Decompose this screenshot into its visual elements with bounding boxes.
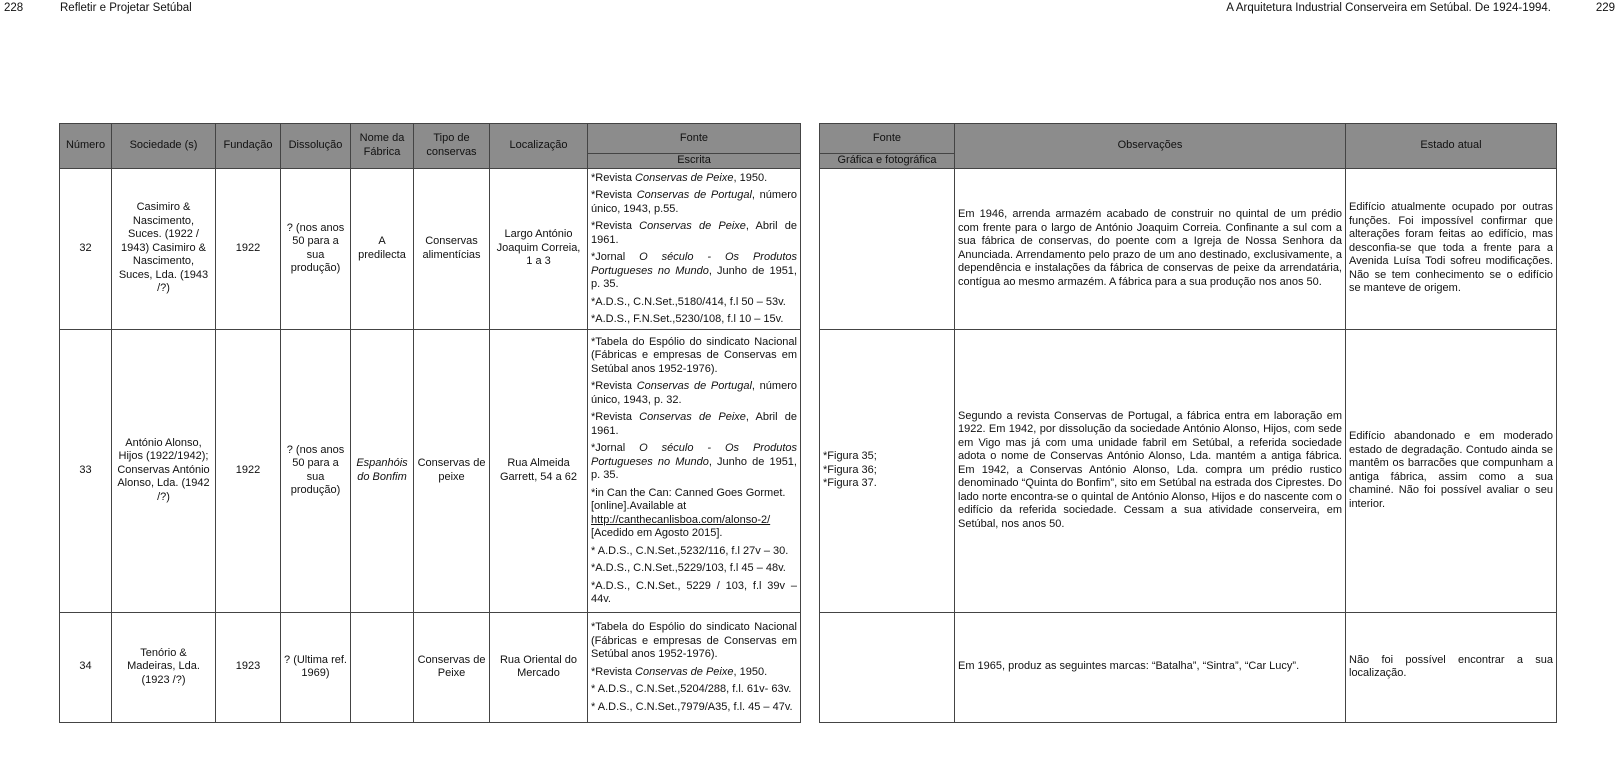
- source-entry: *in Can the Can: Canned Goes Gormet.[online].Available at http://canthecanlisboa.com/alonso-2/ [Acedido em Agosto 2015].: [591, 486, 786, 539]
- source-entry: *Revista Conservas de Peixe, Abril de 1961.: [591, 220, 797, 246]
- cell-estado-atual: Edifício atualmente ocupado por outras funções. Foi impossível confirmar que alterações foram feitas ao edifício, mas desconfia-se que toda a frente para a Avenida Luísa Todi sofreu modificações. Não se tem conhecimento se o edifício se manteve de origem.: [1346, 168, 1557, 329]
- cell-tipo: Conservas alimentícias: [414, 168, 490, 329]
- cell-tipo: Conservas de peixe: [414, 329, 490, 612]
- cell-observacoes: Segundo a revista Conservas de Portugal, a fábrica entra em laboração em 1922. Em 1942, por dissolução da sociedade António Alonso, Hijos, com sede em Vigo mas já com uma unidade fabril em Setúbal, a referida sociedade adota o nome de Conservas António Alonso, Lda. mantém a antiga fábrica. Em 1942, a Conservas António Alonso, Lda. compra um prédio rustico denominado “Quinta do Bonfim”, sito em Setúbal na estrada dos Ciprestes. Do lado norte encontra-se o quintal de António Alonso, Hijos e do nascente com o edifício da referida sociedade. Cessam a sua atividade conserveira, em Setúbal, nos anos 50.: [955, 329, 1346, 612]
- cell-observacoes: Em 1946, arrenda armazém acabado de construir no quintal de um prédio com frente para o largo de António Joaquim Correia. Confinante a sul com a sua fábrica de conservas, do poente com a Igreja de Nossa Senhora da Anunciada. Arrendamento pelo prazo de um ano destinado, exclusivamente, a dependência e instalações da fábrica de conservas de peixe da arrendatária, contígua ao mesmo armazém. A fábrica para a sua produção nos anos 50.: [955, 168, 1346, 329]
- cell-nome-fabrica: A predilecta: [351, 168, 414, 329]
- source-entry: *Revista Conservas de Portugal, número único, 1943, p. 32.: [591, 380, 797, 406]
- source-entry: *Revista Conservas de Peixe, 1950.: [591, 171, 768, 184]
- source-entry: *Jornal O século - Os Produtos Portugueses no Mundo, Junho de 1951, p. 35.: [591, 442, 797, 481]
- source-entry: *Revista Conservas de Peixe, Abril de 1961.: [591, 411, 797, 437]
- table-row: [60, 168, 801, 329]
- cell-estado-atual: Edifício abandonado e em moderado estado de degradação. Contudo ainda se mantêm os barracões que compunham a antiga fábrica, assim como a sua chaminé. Não foi possível avaliar o seu interior.: [1346, 329, 1557, 612]
- header-right-page-number: 229: [1595, 2, 1615, 14]
- cell-figuras: [820, 329, 955, 612]
- cell-estado-atual: Não foi possível encontrar a sua localização.: [1346, 612, 1557, 722]
- header-observacoes: Observações: [955, 124, 1346, 169]
- source-entry: *A.D.S., C.N.Set.,5180/414, f.l 50 – 53v.: [591, 295, 786, 308]
- cell-localizacao: Rua Oriental do Mercado: [490, 612, 588, 722]
- table-row: [820, 168, 1557, 329]
- source-entry: *A.D.S., F.N.Set.,5230/108, f.l 10 – 15v.: [591, 313, 784, 325]
- figure-reference: *Figura 35;: [823, 450, 877, 463]
- cell-observacoes: Em 1965, produz as seguintes marcas: “Batalha”, “Sintra”, “Car Lucy”.: [955, 612, 1346, 722]
- cell-fontes-escrita: [588, 329, 801, 612]
- header-left-title: Refletir e Projetar Setúbal: [60, 2, 192, 14]
- header-estado-atual: Estado atual: [1346, 124, 1557, 169]
- cell-numero: 33: [60, 329, 112, 612]
- header-fonte: Fonte: [820, 124, 955, 154]
- header-dissolucao: Dissolução: [281, 124, 351, 169]
- source-entry: *Revista Conservas de Portugal, número único, 1943, p.55.: [591, 189, 797, 215]
- cell-nome-fabrica: Espanhóis do Bonfim: [351, 329, 414, 612]
- cell-localizacao: Rua Almeida Garrett, 54 a 62: [490, 329, 588, 612]
- source-entry: *Tabela do Espólio do sindicato Nacional (Fábricas e empresas de Conservas em Setúbal anos 1952-1976).: [591, 335, 797, 375]
- cell-fundacao: 1922: [216, 329, 281, 612]
- header-fonte-escrita: Escrita: [588, 154, 801, 169]
- cell-figuras: [820, 168, 955, 329]
- source-entry: *A.D.S., C.N.Set.,5229/103, f.l 45 – 48v.: [591, 562, 786, 574]
- factories-table-right: [819, 123, 1557, 723]
- header-tipo-conservas: Tipo de conservas: [414, 124, 490, 169]
- cell-numero: 34: [60, 612, 112, 722]
- source-entry: *Tabela do Espólio do sindicato Nacional (Fábricas e empresas de Conservas em Setúbal anos 1952-1976).: [591, 621, 797, 660]
- source-entry: *A.D.S., C.N.Set., 5229 / 103, f.l 39v – 44v.: [591, 579, 797, 605]
- cell-fontes-escrita: [588, 168, 801, 329]
- cell-tipo: Conservas de Peixe: [414, 612, 490, 722]
- cell-fontes-escrita: [588, 612, 801, 722]
- cell-sociedade: António Alonso, Hijos (1922/1942); Conservas António Alonso, Lda. (1942 /?): [112, 329, 216, 612]
- cell-sociedade: Tenório & Madeiras, Lda. (1923 /?): [112, 612, 216, 722]
- cell-dissolucao: ? (Ultima ref. 1969): [281, 612, 351, 722]
- header-fonte: Fonte: [588, 124, 801, 154]
- cell-figuras: [820, 612, 955, 722]
- header-numero: Número: [60, 124, 112, 169]
- source-entry: *Revista Conservas de Peixe, 1950.: [591, 665, 768, 678]
- header-fundacao: Fundação: [216, 124, 281, 169]
- header-left-page-number: 228: [4, 2, 24, 14]
- cell-numero: 32: [60, 168, 112, 329]
- table-row: [820, 329, 1557, 612]
- header-fonte-grafica: Gráfica e fotográfica: [820, 154, 955, 169]
- figure-reference: *Figura 36;: [823, 463, 877, 476]
- cell-fundacao: 1922: [216, 168, 281, 329]
- table-row: [60, 612, 801, 722]
- source-link[interactable]: http://canthecanlisboa.com/alonso-2/: [591, 513, 771, 526]
- header-nome-fabrica: Nome da Fábrica: [351, 124, 414, 169]
- source-entry: * A.D.S., C.N.Set.,5232/116, f.l 27v – 30.: [591, 544, 789, 557]
- table-row: [820, 612, 1557, 722]
- source-entry: * A.D.S., C.N.Set.,5204/288, f.l. 61v- 63v.: [591, 683, 792, 695]
- figure-reference: *Figura 37.: [823, 477, 877, 490]
- source-entry: *Jornal O século - Os Produtos Portugueses no Mundo, Junho de 1951, p. 35.: [591, 251, 797, 290]
- source-entry: * A.D.S., C.N.Set.,7979/A35, f.l. 45 – 47v.: [591, 700, 793, 713]
- cell-localizacao: Largo António Joaquim Correia, 1 a 3: [490, 168, 588, 329]
- header-sociedade: Sociedade (s): [112, 124, 216, 169]
- cell-sociedade: Casimiro & Nascimento, Suces. (1922 / 1943) Casimiro & Nascimento, Suces, Lda. (1943 /?): [112, 168, 216, 329]
- cell-dissolucao: ? (nos anos 50 para a sua produção): [281, 168, 351, 329]
- cell-nome-fabrica: [351, 612, 414, 722]
- header-localizacao: Localização: [490, 124, 588, 169]
- factories-table-left: [59, 123, 801, 723]
- header-right-title: A Arquitetura Industrial Conserveira em Setúbal. De 1924-1994.: [1226, 2, 1551, 14]
- cell-dissolucao: ? (nos anos 50 para a sua produção): [281, 329, 351, 612]
- table-row: [60, 329, 801, 612]
- cell-fundacao: 1923: [216, 612, 281, 722]
